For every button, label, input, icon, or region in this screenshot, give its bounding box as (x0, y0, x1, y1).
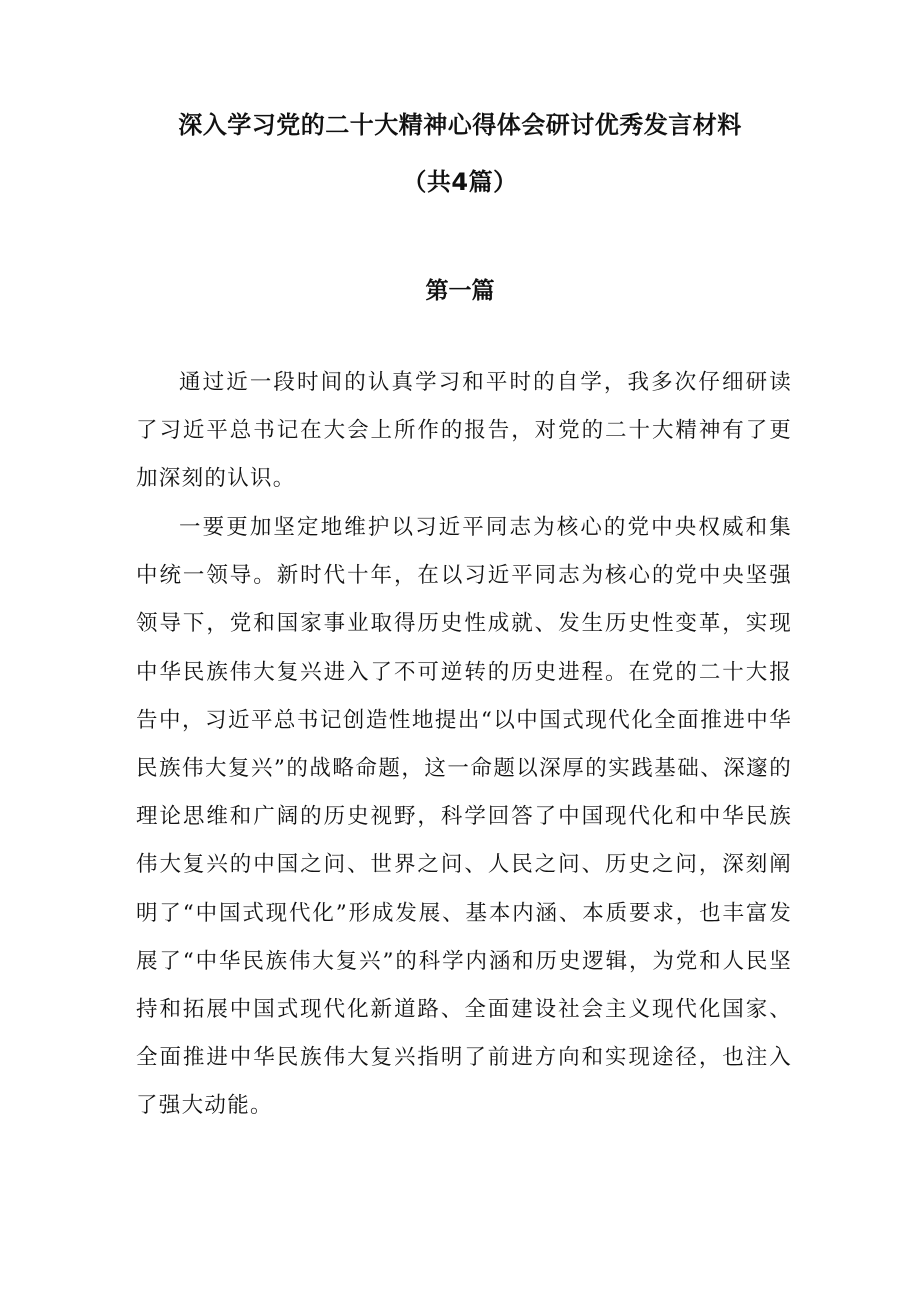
document-subtitle: （共4篇） (402, 168, 518, 196)
document-title: 深入学习党的二十大精神心得体会研讨优秀发言材料 (178, 111, 742, 139)
body-paragraph-1: 通过近一段时间的认真学习和平时的自学，我多次仔细研读了习近平总书记在大会上所作的报告，对党的二十大精神有了更加深刻的认识。 (136, 370, 792, 492)
section-heading: 第一篇 (425, 278, 495, 304)
body-paragraph-2: 一要更加坚定地维护以习近平同志为核心的党中央权威和集中统一领导。新时代十年，在以习近平同志为核心的党中央坚强领导下，党和国家事业取得历史性成就、发生历史性变革，实现中华民族伟大复兴进入了不可逆转的历史进程。在党的二十大报告中，习近平总书记创造性地提出“以中国式现代化全面推进中华民族伟大复兴”的战略命题，这一命题以深厚的实践基础、深邃的理论思维和广阔的历史视野，科学回答了中国现代化和中华民族伟大复兴的中国之问、世界之问、人民之问、历史之问，深刻阐明了“中国式现代化”形成发展、基本内涵、本质要求，也丰富发展了“中华民族伟大复兴”的科学内涵和历史逻辑，为党和人民坚持和拓展中国式现代化新道路、全面建设社会主义现代化国家、全面推进中华民族伟大复兴指明了前进方向和实现途径，也注入了强大动能。 (136, 515, 792, 1119)
